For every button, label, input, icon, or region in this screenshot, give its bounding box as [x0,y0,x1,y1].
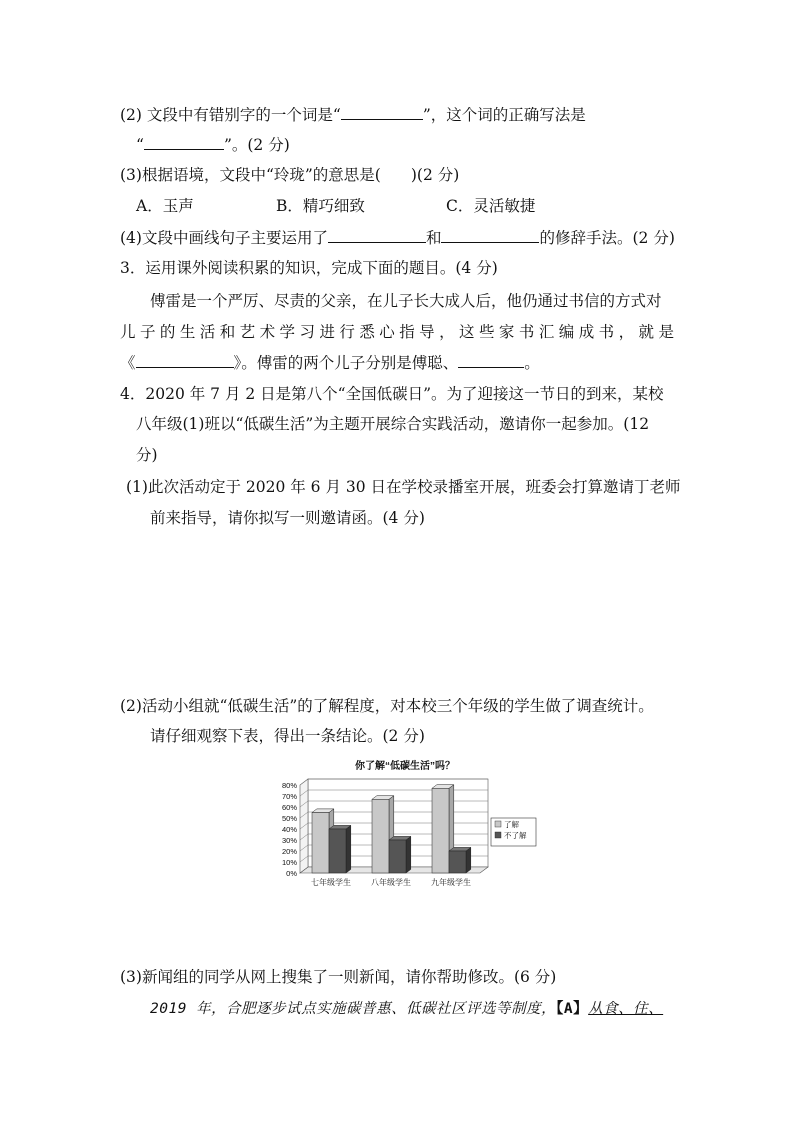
question-3-para-line3 [120,352,540,373]
chart-y-axis [282,781,297,878]
chart-bar-side [406,836,411,873]
chart-x-axis [311,877,471,887]
option-a[interactable]: A．玉声 [136,197,194,215]
chart-y-tick-label: 20% [281,847,297,856]
option-b[interactable]: B．精巧细致 [276,197,365,215]
question-2-2-line1 [120,104,586,125]
bar-chart [270,755,540,895]
q2-2-text-a: (2) 文段中有错别字的一个词是“ [120,106,341,124]
chart-bar-side [346,825,351,873]
chart-y-tick-label: 80% [281,781,297,790]
q2-4-text-a: (4)文段中画线句子主要运用了 [120,229,328,247]
question-3-para-line1: 傅雷是一个严厉、尽责的父亲，在儿子长大成人后，他仍通过书信的方式对 [150,292,662,310]
chart-bar [329,829,346,873]
q2-2-text-c: “ [136,136,144,154]
chart-x-tick-label: 七年级学生 [311,878,351,887]
chart-y-tick-label: 10% [281,858,297,867]
chart-x-tick-label: 九年级学生 [431,878,471,887]
question-4-sub2-line1: (2)活动小组就“低碳生活”的了解程度，对本校三个年级的学生做了调查统计。 [120,697,654,715]
question-4-line3: 分) [136,446,158,464]
q2-2-text-b: ”，这个词的正确写法是 [422,106,586,124]
chart-legend-swatch [495,821,501,827]
chart-y-tick-label: 50% [281,814,297,823]
chart-bar [449,851,466,873]
chart-y-tick-label: 60% [281,803,297,812]
q2-2-text-d: ”。(2 分) [223,136,290,154]
news-paragraph [150,999,663,1019]
chart-y-tick-label: 70% [281,792,297,801]
q2-4-text-b: 和 [425,229,442,247]
option-c[interactable]: C．灵活敏捷 [446,197,536,215]
chart-title: 你了解“低碳生活”吗？ [355,761,455,772]
chart-bar [432,788,449,873]
chart-bar [372,799,389,873]
question-2-3-options [136,196,535,216]
question-3-para-line2: 儿子的生活和艺术学习进行悉心指导，这些家书汇编成书，就是 [120,323,674,341]
chart-legend-label: 了解 [504,820,519,829]
chart-y-tick-label: 40% [281,825,297,834]
q3-text-b: 》。傅雷的两个儿子分别是傅聪、 [233,354,459,372]
chart-legend-swatch [495,832,501,838]
question-4-sub2-line2: 请仔细观察下表，得出一条结论。(2 分) [150,727,425,745]
q2-3-text-end: )(2 分) [410,166,460,184]
chart-bar [312,813,329,874]
answer-blank[interactable] [441,227,539,243]
news-text-a: 2019 年，合肥逐步试点实施碳普惠、低碳社区评选等制度， [150,1001,557,1017]
q2-3-text: (3)根据语境，文段中“玲珑”的意思是( [120,166,381,184]
question-2-4 [120,227,675,248]
news-text-b: 从食、住、 [588,1001,664,1017]
question-4-line2: 八年级(1)班以“低碳生活”为主题开展综合实践活动，邀请你一起参加。(12 [136,415,650,433]
q2-4-text-c: 的修辞手法。(2 分) [539,229,675,247]
question-4-line1: 4．2020 年 7 月 2 日是第八个“全国低碳日”。为了迎接这一节日的到来，某校 [120,385,664,403]
question-4-sub1-line1: (1)此次活动定于 2020 年 6 月 30 日在学校录播室开展，班委会打算邀请丁老师 [126,478,681,496]
question-2-3 [120,165,459,185]
chart-legend-label: 不了解 [504,831,527,840]
chart-bar-side [466,847,471,873]
question-4-sub3-line1: (3)新闻组的同学从网上搜集了一则新闻，请你帮助修改。(6 分) [120,968,557,986]
chart-bar [389,840,406,873]
chart-y-tick-label: 0% [286,869,297,878]
answer-blank[interactable] [328,227,426,243]
question-2-2-line2 [136,134,290,155]
answer-blank[interactable] [341,104,423,120]
question-4-sub1-line2: 前来指导，请你拟写一则邀请函。(4 分) [150,509,425,527]
chart-y-tick-label: 30% [281,836,297,845]
answer-blank[interactable] [458,352,524,368]
chart-legend [491,818,536,846]
question-3-title: 3．运用课外阅读积累的知识，完成下面的题目。(4 分) [120,259,498,277]
answer-blank[interactable] [144,134,224,150]
chart-x-tick-label: 八年级学生 [371,878,411,887]
q3-text-a: 《 [120,354,136,372]
q3-text-c: 。 [524,354,540,372]
news-tag-a: 【A】 [556,1001,589,1017]
answer-blank[interactable] [136,352,234,368]
